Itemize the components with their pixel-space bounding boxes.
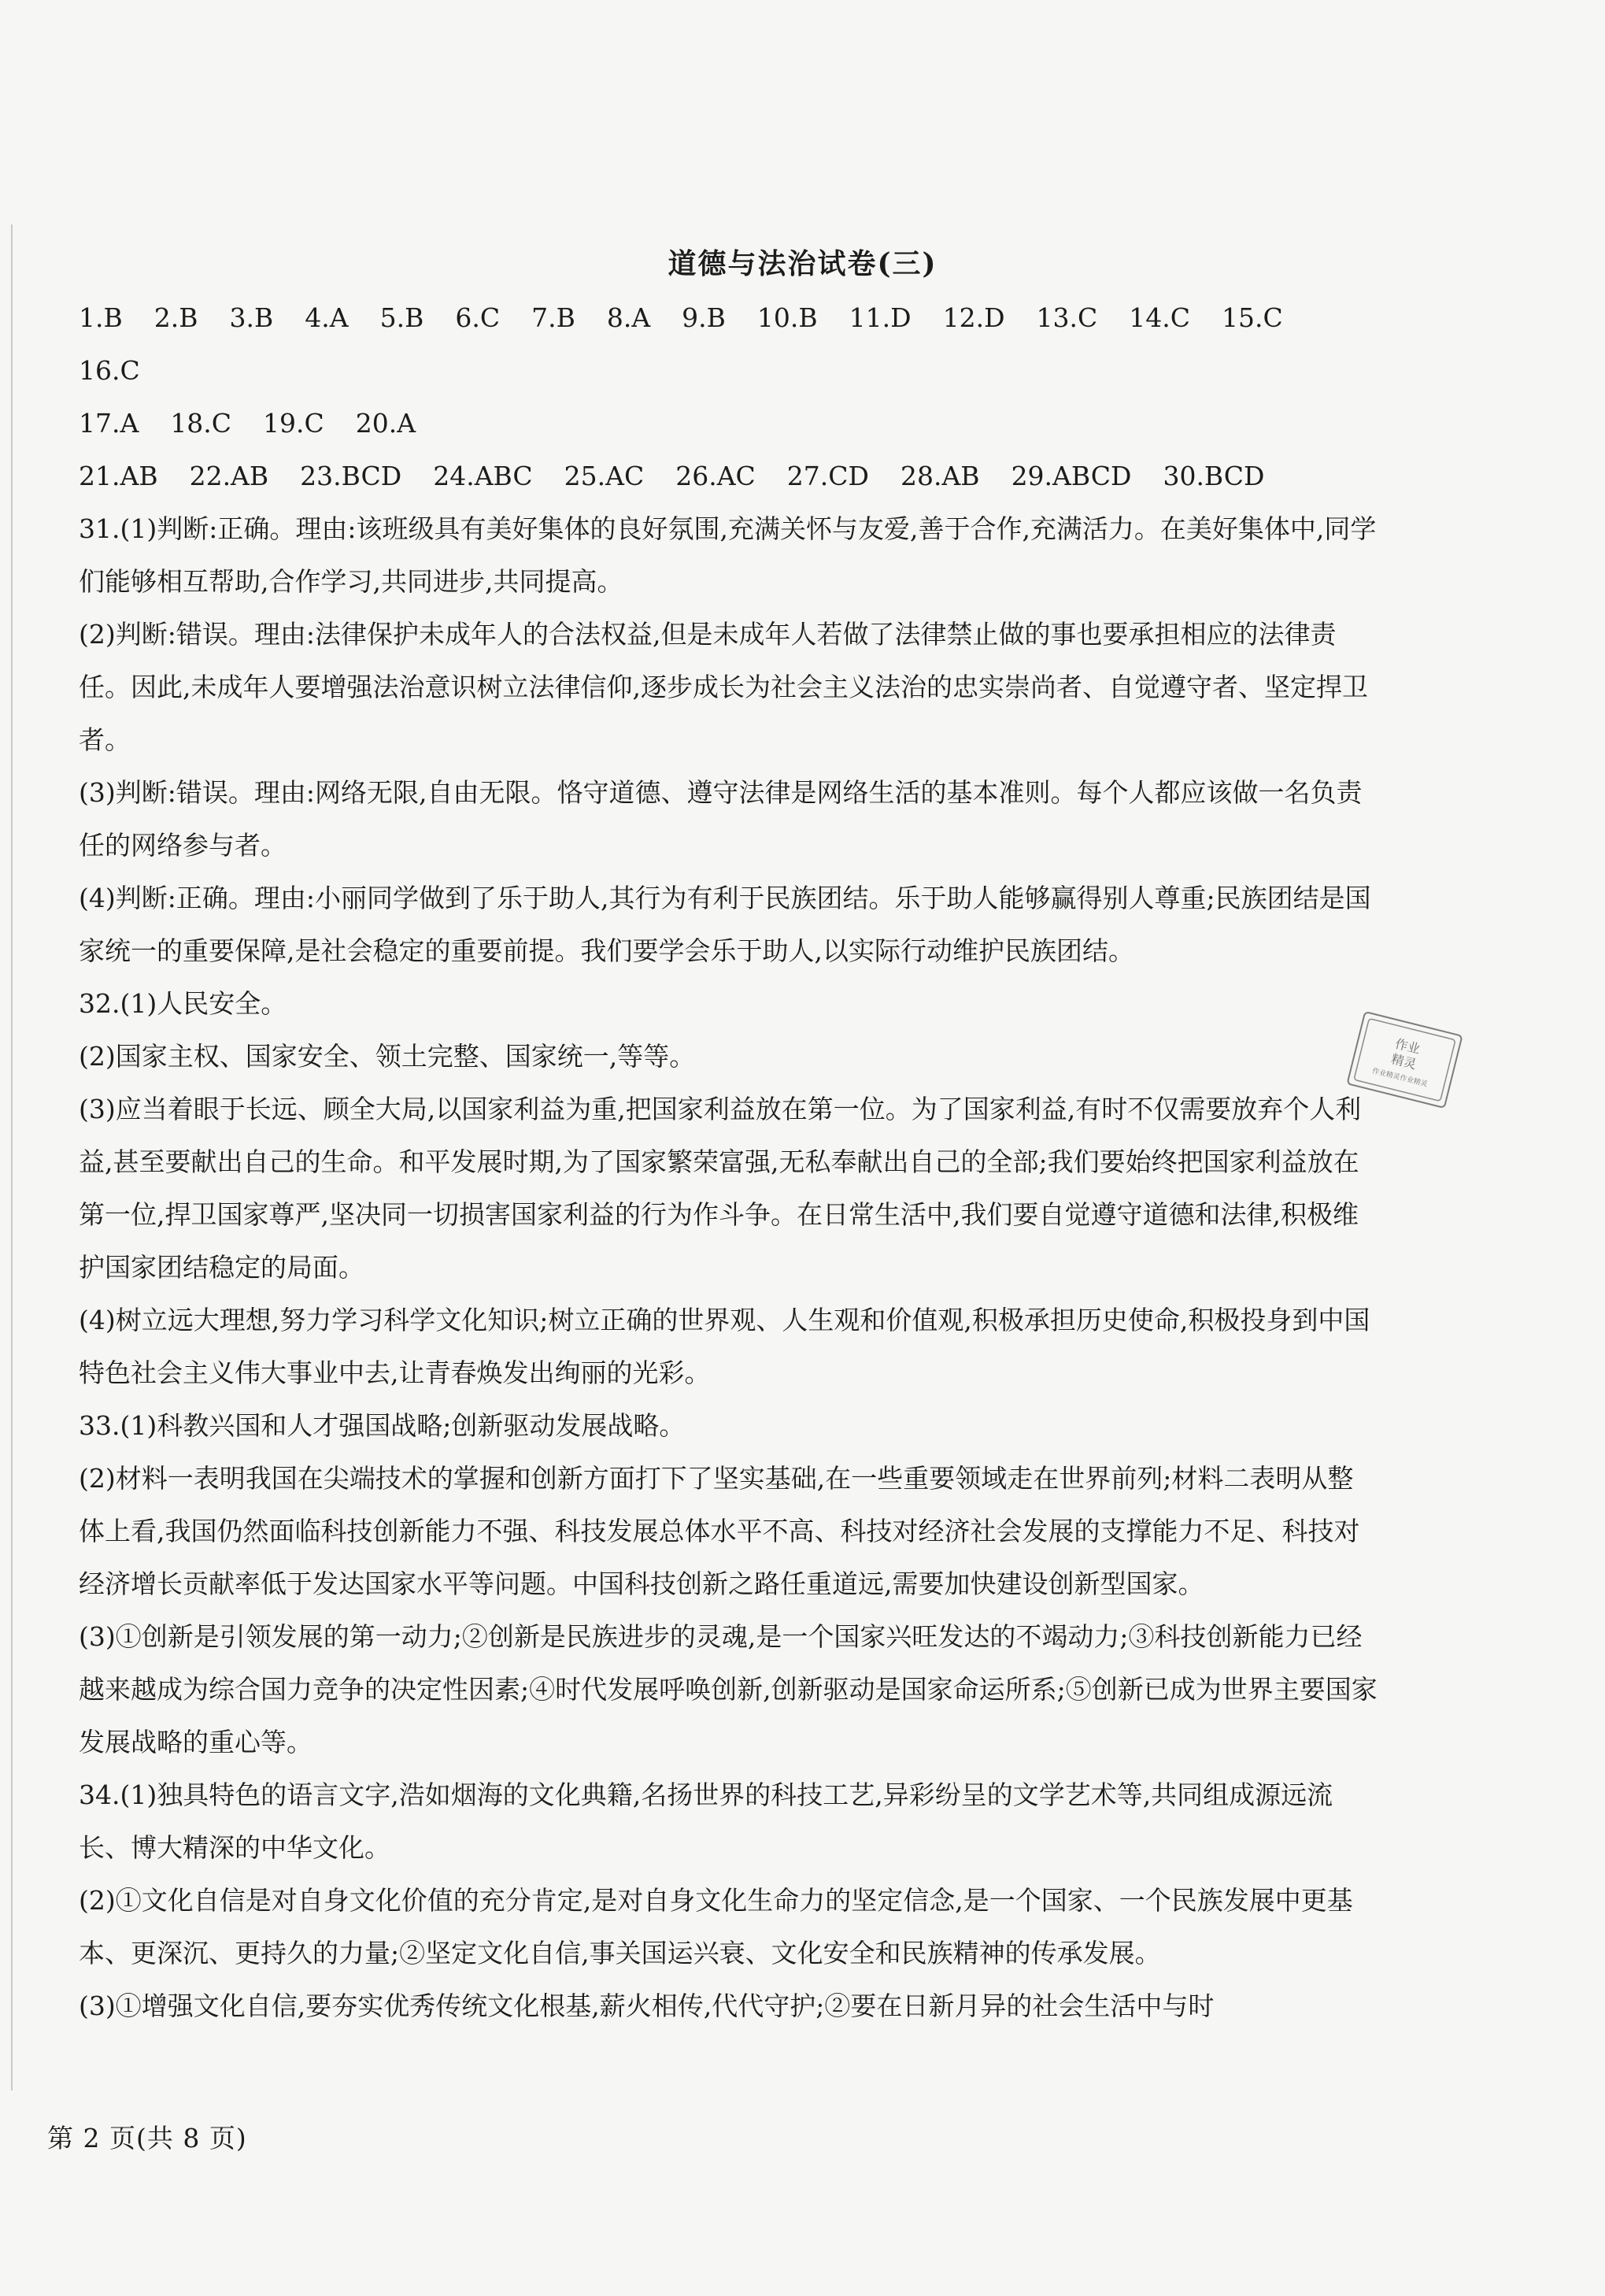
mc-answer: 2.B — [153, 302, 198, 333]
mc-answer: 1.B — [79, 302, 123, 333]
answer-paragraph: (2)材料一表明我国在尖端技术的掌握和创新方面打下了坚实基础,在一些重要领域走在世界前列;材料二表明从整体上看,我国仍然面临科技创新能力不强、科技发展总体水平不高、科技对经济社会发展的支撑能力不足、科技对经济增长贡献率低于发达国家水平等问题。中国科技创新之路任重道远,需要加快建设创新型国家。 — [79, 1463, 1360, 1599]
answer-paragraph: (3)应当着眼于长远、顾全大局,以国家利益为重,把国家利益放在第一位。为了国家利益,有时不仅需要放弃个人利益,甚至要献出自己的生命。和平发展时期,为了国家繁荣富强,无私奉献出自己的全部;我们要始终把国家利益放在第一位,捍卫国家尊严,坚决同一切损害国家利益的行为作斗争。在日常生活中,我们要自觉遵守道德和法律,积极维护国家团结稳定的局面。 — [79, 1094, 1362, 1283]
mc-answer: 13.C — [1036, 302, 1098, 333]
answer-paragraph: (3)①增强文化自信,要夯实优秀传统文化根基,薪火相传,代代守护;②要在日新月异的社会生活中与时 — [79, 1990, 1215, 2021]
answer-paragraph: 31.(1)判断:正确。理由:该班级具有美好集体的良好氛围,充满关怀与友爱,善于合作,充满活力。在美好集体中,同学们能够相互帮助,合作学习,共同进步,共同提高。 — [79, 513, 1377, 597]
mc-answer: 26.AC — [675, 461, 756, 491]
mc-answer: 27.CD — [786, 461, 869, 491]
mc-answer: 17.A — [79, 408, 139, 439]
mc-answer: 18.C — [170, 408, 232, 439]
mc-answer: 24.ABC — [433, 461, 533, 491]
left-margin-rule — [11, 224, 13, 2090]
svg-text:作业精灵作业精灵: 作业精灵作业精灵 — [1371, 1067, 1429, 1089]
page-title: 道德与法治试卷(三) — [668, 247, 937, 280]
mc-answer: 5.B — [379, 302, 424, 333]
mc-answer: 29.ABCD — [1011, 461, 1132, 491]
mc-answer: 10.B — [756, 302, 818, 333]
mc-answer: 7.B — [531, 302, 575, 333]
answer-paragraph: (4)树立远大理想,努力学习科学文化知识;树立正确的世界观、人生观和价值观,积极承担历史使命,积极投身到中国特色社会主义伟大事业中去,让青春焕发出绚丽的光彩。 — [79, 1305, 1370, 1388]
mc-answer: 8.A — [606, 302, 651, 333]
mc-answer: 9.B — [682, 302, 726, 333]
mc-answer-row-2 — [79, 397, 1378, 450]
mc-answer: 19.C — [263, 408, 324, 439]
answer-paragraph: 34.(1)独具特色的语言文字,浩如烟海的文化典籍,名扬世界的科技工艺,异彩纷呈的文学艺术等,共同组成源远流长、博大精深的中华文化。 — [79, 1779, 1333, 1863]
mc-answer: 11.D — [849, 302, 912, 333]
answer-paragraph: 33.(1)科教兴国和人才强国战略;创新驱动发展战略。 — [79, 1410, 686, 1441]
mc-answer: 4.A — [305, 302, 349, 333]
answer-content — [79, 291, 1378, 2032]
mc-answer: 22.AB — [189, 461, 269, 491]
answer-paragraph: (4)判断:正确。理由:小丽同学做到了乐于助人,其行为有利于民族团结。乐于助人能够赢得别人尊重;民族团结是国家统一的重要保障,是社会稳定的重要前提。我们要学会乐于助人,以实际行动维护民族团结。 — [79, 883, 1371, 966]
answer-paragraph: (2)①文化自信是对自身文化价值的充分肯定,是对自身文化生命力的坚定信念,是一个国家、一个民族发展中更基本、更深沉、更持久的力量;②坚定文化自信,事关国运兴衰、文化安全和民族精神的传承发展。 — [79, 1885, 1353, 1968]
mc-answer-row-1 — [79, 291, 1378, 397]
mc-answer: 12.D — [942, 302, 1005, 333]
mc-answer: 21.AB — [79, 461, 158, 491]
mc-answer: 6.C — [455, 302, 501, 333]
mc-answer: 15.C — [1222, 302, 1283, 333]
answer-paragraph: (3)判断:错误。理由:网络无限,自由无限。恪守道德、遵守法律是网络生活的基本准则。每个人都应该做一名负责任的网络参与者。 — [79, 777, 1363, 861]
answer-paragraph: (2)国家主权、国家安全、领土完整、国家统一,等等。 — [79, 1041, 696, 1072]
mc-answer-row-3 — [79, 450, 1378, 502]
page-footer: 第 2 页(共 8 页) — [47, 2123, 247, 2153]
mc-answer: 28.AB — [900, 461, 980, 491]
answer-paragraph: (2)判断:错误。理由:法律保护未成年人的合法权益,但是未成年人若做了法律禁止做的事也要承担相应的法律责任。因此,未成年人要增强法治意识树立法律信仰,逐步成长为社会主义法治的忠实崇尚者、自觉遵守者、坚定捍卫者。 — [79, 619, 1368, 755]
svg-text:精灵: 精灵 — [1389, 1051, 1418, 1072]
answer-paragraph: 32.(1)人民安全。 — [79, 988, 287, 1019]
mc-answer: 16.C — [79, 355, 140, 386]
mc-answer: 25.AC — [564, 461, 645, 491]
mc-answer: 23.BCD — [300, 461, 402, 491]
mc-answer: 14.C — [1129, 302, 1191, 333]
answer-paragraph: (3)①创新是引领发展的第一动力;②创新是民族进步的灵魂,是一个国家兴旺发达的不竭动力;③科技创新能力已经越来越成为综合国力竞争的决定性因素;④时代发展呼唤创新,创新驱动是国家命运所系;⑤创新已成为世界主要国家发展战略的重心等。 — [79, 1621, 1378, 1757]
mc-answer: 20.A — [355, 408, 416, 439]
svg-text:作业: 作业 — [1393, 1035, 1422, 1057]
mc-answer: 3.B — [229, 302, 274, 333]
mc-answer: 30.BCD — [1163, 461, 1265, 491]
